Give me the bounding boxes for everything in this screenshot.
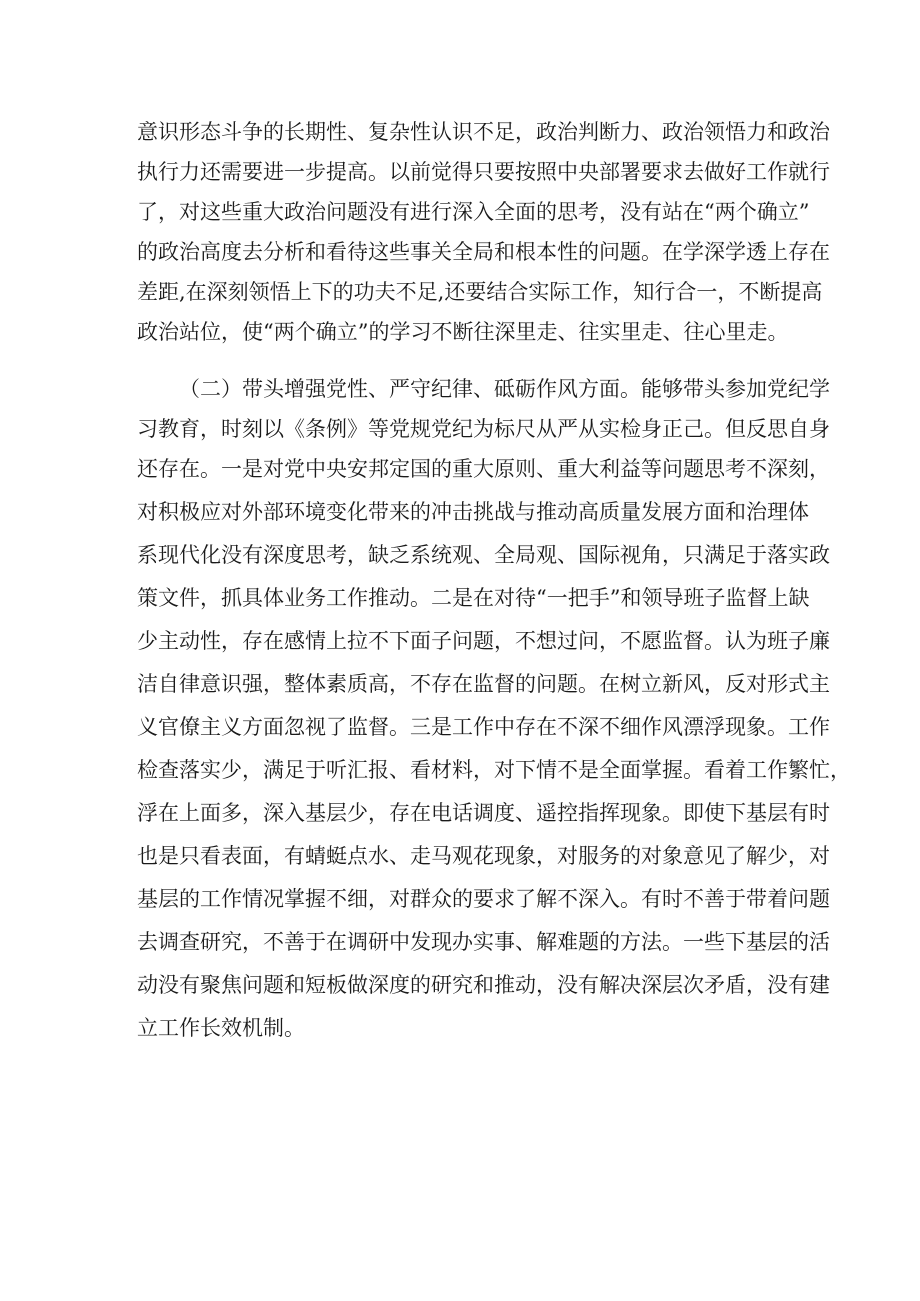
text-line: 基层的工作情况掌握不细，对群众的要求了解不深入。有时不善于带着问题: [137, 887, 830, 911]
text-line: 也是只看表面，有蜻蜓点水、走马观花现象，对服务的对象意见了解少，对: [137, 844, 830, 868]
text-line: 浮在上面多，深入基层少，存在电话调度、遥控指挥现象。即使下基层有时: [137, 801, 830, 825]
text-line: 立工作长效机制。: [137, 1016, 305, 1040]
document-body: [137, 112, 851, 1048]
text-line: 去调查研究，不善于在调研中发现办实事、解难题的方法。一些下基层的活: [137, 930, 830, 954]
text-line: 的政治高度去分析和看待这些事关全局和根本性的问题。在学深学透上存在: [137, 240, 830, 264]
text-line: 了，对这些重大政治问题没有进行深入全面的思考，没有站在“两个确立”: [137, 200, 810, 224]
text-line: 习教育，时刻以《条例》等党规党纪为标尺从严从实检身正己。但反思自身: [137, 417, 830, 441]
text-line: 还存在。一是对党中央安邦定国的重大原则、重大利益等问题思考不深刻，: [137, 457, 830, 481]
text-line: 检查落实少，满足于听汇报、看材料，对下情不是全面掌握。看着工作繁忙，: [137, 758, 851, 782]
paragraph-2: [137, 369, 851, 1048]
paragraph-1: [137, 112, 830, 352]
text-line: 政治站位，使“两个确立”的学习不断往深里走、往实里走、往心里走。: [137, 320, 789, 344]
text-line: 系现代化没有深度思考，缺乏系统观、全局观、国际视角，只满足于落实政: [137, 543, 830, 567]
text-line: 对积极应对外部环境变化带来的冲击挑战与推动高质量发展方面和治理体: [137, 500, 809, 524]
text-line: 执行力还需要进一步提高。以前觉得只要按照中央部署要求去做好工作就行: [137, 160, 830, 184]
text-line: 义官僚主义方面忽视了监督。三是工作中存在不深不细作风漂浮现象。工作: [137, 715, 830, 739]
text-line: 意识形态斗争的长期性、复杂性认识不足，政治判断力、政治领悟力和政治: [137, 120, 830, 144]
text-line: 动没有聚焦问题和短板做深度的研究和推动，没有解决深层次矛盾，没有建: [137, 973, 830, 997]
text-line: 差距,在深刻领悟上下的功夫不足,还要结合实际工作，知行合一，不断提高: [137, 280, 823, 304]
text-line: （二）带头增强党性、严守纪律、砥砺作风方面。能够带头参加党纪学: [179, 377, 830, 401]
text-line: 策文件，抓具体业务工作推动。二是在对待“一把手”和领导班子监督上缺: [137, 586, 810, 610]
text-line: 少主动性，存在感情上拉不下面子问题，不想过问，不愿监督。认为班子廉: [137, 629, 830, 653]
text-line: 洁自律意识强，整体素质高，不存在监督的问题。在树立新风，反对形式主: [137, 672, 830, 696]
